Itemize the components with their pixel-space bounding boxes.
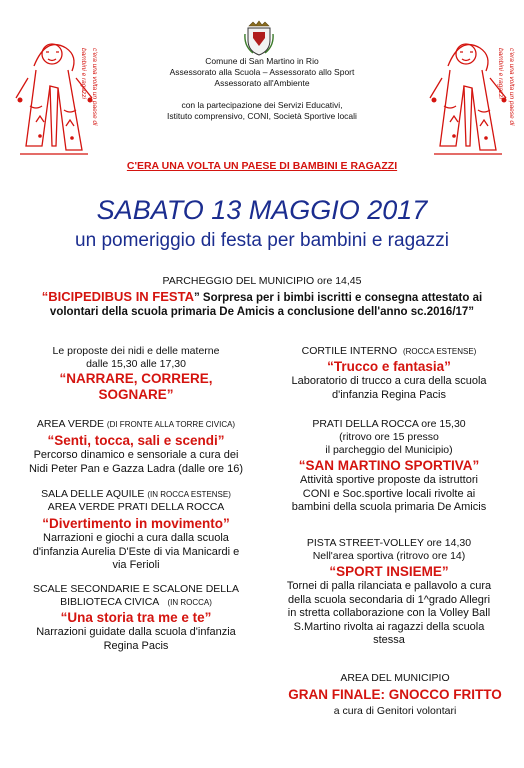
- header-line-4: con la partecipazione dei Servizi Educativi,: [181, 100, 343, 110]
- right-2-desc-1: Attività sportive proposte da istruttori: [300, 474, 478, 486]
- header-line-1: Comune di San Martino in Rio: [205, 56, 319, 66]
- right-3-title: “SPORT INSIEME”: [329, 564, 449, 579]
- right-event-1: [264, 345, 514, 402]
- left-event-1: [10, 345, 262, 403]
- finale-place: AREA DEL MUNICIPIO: [340, 672, 450, 684]
- left-4-desc-1: Narrazioni guidate dalla scuola d'infanzia: [36, 626, 236, 638]
- coat-of-arms-logo: [243, 20, 275, 56]
- right-3-desc-4: S.Martino rivolta ai ragazzi della scuola: [293, 620, 485, 633]
- right-event-3: [264, 537, 514, 648]
- left-4-place-2: BIBLIOTECA CIVICA: [60, 596, 159, 608]
- left-3-place: SALA DELLE AQUILE: [41, 488, 145, 500]
- logo-caption-right: c'era una volta un paese di bambini e ragazzi: [497, 48, 515, 126]
- subtitle: un pomeriggio di festa per bambini e ragazzi: [75, 230, 449, 251]
- right-2-title: “SAN MARTINO SPORTIVA”: [298, 458, 480, 473]
- intro-desc-2: volontari della scuola primaria De Amicis a conclusione dell'anno sc.2016/17”: [49, 306, 475, 318]
- left-1-place-1: Le proposte dei nidi e delle materne: [52, 345, 220, 357]
- left-4-desc-2: Regina Pacis: [103, 639, 169, 652]
- left-1-place-2: dalle 15,30 alle 17,30: [86, 358, 186, 370]
- right-3-desc-2: della scuola secondaria di 1^grado Allegri: [287, 593, 491, 606]
- left-3-place-2: AREA VERDE PRATI DELLA ROCCA: [47, 501, 225, 513]
- left-3-desc-3: via Ferioli: [112, 559, 160, 571]
- intro-desc-1: ” Sorpresa per i bimbi iscritti e consegna attestato ai: [193, 292, 483, 304]
- left-4-place-note: (IN ROCCA): [167, 598, 212, 607]
- left-2-title: “Senti, tocca, sali e scendi”: [47, 433, 225, 448]
- right-2-place-2: (ritrovo ore 15 presso: [339, 431, 439, 443]
- left-2-desc-2: Nidi Peter Pan e Gazza Ladra (dalle ore 16): [28, 462, 243, 475]
- right-3-place-2: Nell'area sportiva (ritrovo ore 14): [312, 550, 466, 562]
- left-1-title-1: “NARRARE, CORRERE,: [59, 371, 213, 386]
- left-2-desc-1: Percorso dinamico e sensoriale a cura dei: [33, 449, 239, 461]
- left-2-place: AREA VERDE: [36, 418, 104, 430]
- header-line-3: Assessorato all'Ambiente: [214, 78, 310, 88]
- finale: [270, 672, 520, 718]
- right-3-desc-1: Tornei di palla rilanciata e pallavolo a cura: [286, 580, 492, 592]
- right-1-title: “Trucco e fantasia”: [327, 359, 451, 374]
- header-line-5: Istituto comprensivo, CONI, Società Sportive locali: [167, 111, 357, 121]
- left-event-3: [10, 488, 262, 573]
- left-4-title: “Una storia tra me e te”: [60, 610, 212, 625]
- header-line-2: Assessorato alla Scuola – Assessorato allo Sport: [169, 67, 355, 77]
- date-title: SABATO 13 MAGGIO 2017: [96, 195, 428, 225]
- tagline: C'ERA UNA VOLTA UN PAESE DI BAMBINI E RAGAZZI: [126, 160, 398, 172]
- right-2-place-1: PRATI DELLA ROCCA ore 15,30: [312, 418, 466, 430]
- finale-title: GRAN FINALE: GNOCCO FRITTO: [288, 687, 502, 702]
- left-1-title-2: SOGNARE”: [98, 387, 174, 402]
- left-3-place-note: (IN ROCCA ESTENSE): [147, 490, 231, 499]
- right-2-desc-2: CONI e Soc.sportive locali rivolte ai: [302, 487, 476, 500]
- left-event-2: [10, 418, 262, 476]
- logo-caption-left: c'era una volta un paese di bambini e ragazzi: [80, 48, 98, 126]
- header-institutions: [140, 56, 384, 89]
- right-3-desc-3: in stretta collaborazione con la Volley Ball: [287, 607, 491, 619]
- intro-place: PARCHEGGIO DEL MUNICIPIO ore 14,45: [162, 275, 362, 287]
- right-1-desc-2: d'infanzia Regina Pacis: [331, 388, 446, 401]
- header-partners: [140, 100, 384, 122]
- intro-line: [8, 290, 516, 305]
- right-1-place-note: (ROCCA ESTENSE): [402, 347, 477, 356]
- left-3-desc-2: d'infanzia Aurelia D'Este di via Manicardi e: [32, 545, 240, 558]
- left-event-4: [10, 583, 262, 653]
- intro-title: “BICIPEDIBUS IN FESTA: [41, 289, 194, 304]
- right-2-desc-3: bambini della scuola primaria De Amicis: [291, 501, 487, 513]
- left-4-place-1: SCALE SECONDARIE E SCALONE DELLA: [33, 583, 239, 595]
- right-2-place-3: il parcheggio del Municipio): [325, 444, 453, 456]
- right-1-place: CORTILE INTERNO: [301, 345, 398, 357]
- left-2-place-note: (DI FRONTE ALLA TORRE CIVICA): [106, 420, 236, 429]
- left-3-desc-1: Narrazioni e giochi a cura dalla scuola: [43, 532, 229, 544]
- finale-desc: a cura di Genitori volontari: [333, 705, 457, 717]
- right-1-desc-1: Laboratorio di trucco a cura della scuola: [291, 375, 487, 387]
- right-3-desc-5: stessa: [373, 634, 405, 646]
- right-event-2: [264, 418, 514, 515]
- right-3-place-1: PISTA STREET-VOLLEY ore 14,30: [306, 537, 472, 549]
- left-3-title: “Divertimento in movimento”: [42, 516, 230, 531]
